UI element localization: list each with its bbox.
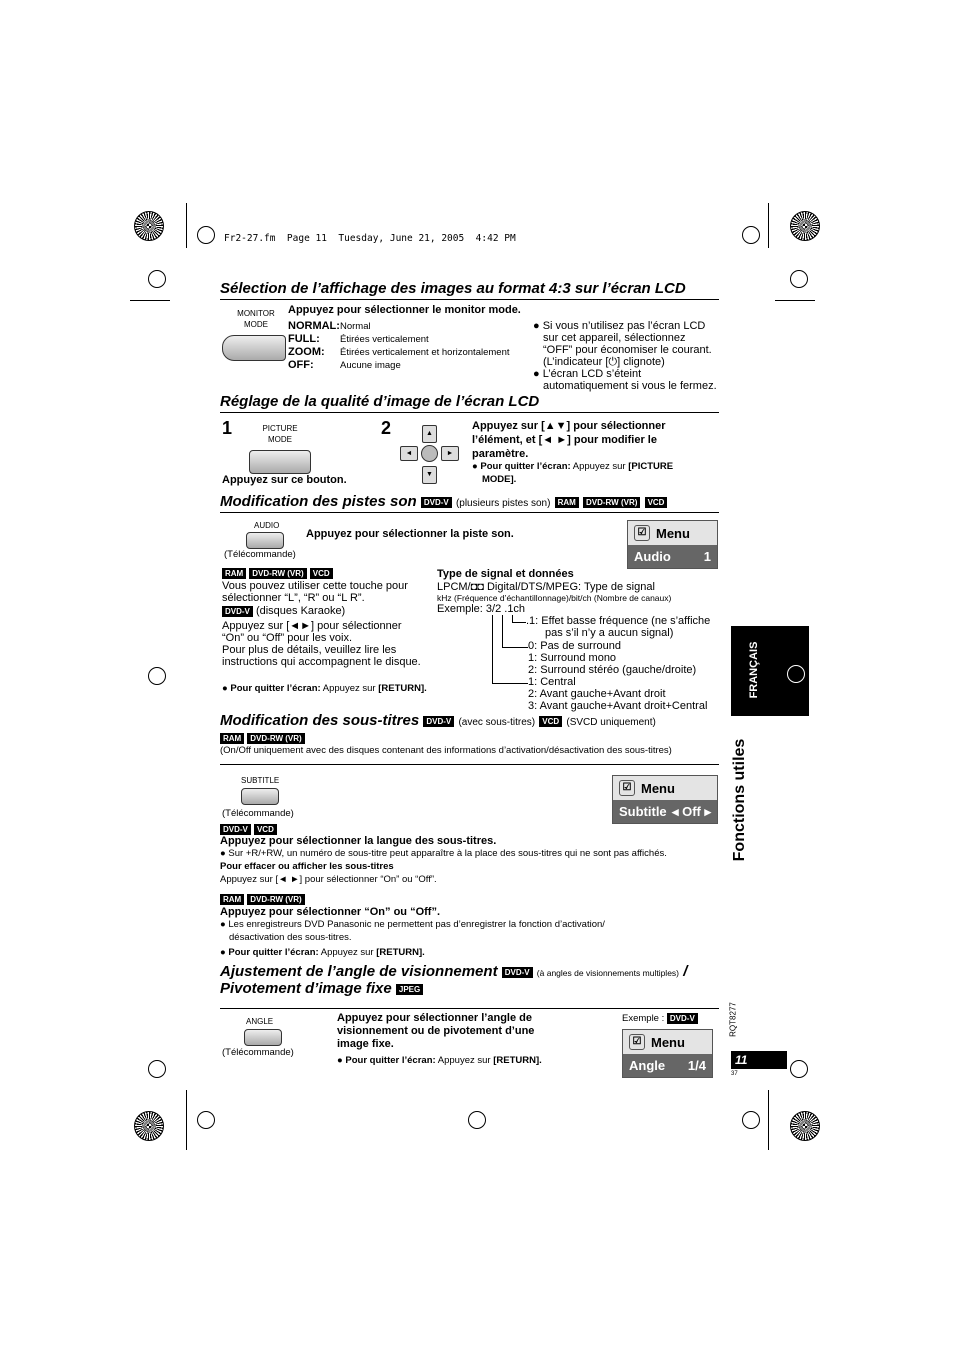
angle-button[interactable]	[244, 1029, 282, 1046]
section-title-lcd-quality: Réglage de la qualité d’image de l’écran LCD	[220, 393, 540, 410]
monitor-instruction: Appuyez pour sélectionner le monitor mode.	[288, 304, 521, 316]
angle-label: ANGLE	[246, 1017, 274, 1026]
doc-code: RQT8277	[728, 1002, 738, 1037]
subtitle-label: SUBTITLE	[241, 776, 280, 785]
section-title-subtitles: Modification des sous-titres DVD-V (avec sous-titres) VCD (SVCD uniquement)	[220, 712, 656, 729]
signal-line1: LPCM/◘◘ Digital/DTS/MPEG: Type de signal	[437, 581, 655, 593]
angle-example: Exemple : DVD-V	[622, 1013, 698, 1024]
press-button-text: Appuyez sur ce bouton.	[222, 474, 347, 486]
registration-crosshair	[197, 1111, 215, 1129]
angle-quit: ● Pour quitter l’écran: Appuyez sur [RETURN].	[337, 1055, 542, 1066]
audio-left-tags: RAM DVD-RW (VR) VCD	[222, 567, 333, 579]
subtitle-bullet-1: ● Sur +R/+RW, un numéro de sous-titre peut apparaître à la place des sous-titres qui ne sont pas affichés.	[220, 848, 667, 859]
picture-mode-label: PICTURE MODE	[262, 424, 298, 444]
picture-mode-button[interactable]	[249, 450, 311, 474]
registration-sunburst	[134, 211, 164, 241]
signal-type-title: Type de signal et données	[437, 568, 574, 580]
registration-sunburst	[790, 1111, 820, 1141]
file-header: Fr2-27.fm Page 11 Tuesday, June 21, 2005 4:42 PM	[224, 233, 516, 244]
page-number-box	[731, 1051, 787, 1069]
audio-instruction: Appuyez pour sélectionner la piste son.	[306, 528, 514, 540]
check-icon: ☑	[629, 1034, 645, 1050]
section-title-angle: Ajustement de l’angle de visionnement DVD-V (à angles de visionnements multiples) /	[220, 963, 688, 980]
check-icon: ☑	[619, 780, 635, 796]
monitor-mode-list: NORMAL:Normal FULL: Étirées verticalement ZOOM: Étirées verticalement et horizontalement OFF: Aucune image	[288, 320, 510, 371]
section-title-audio: Modification des pistes son DVD-V (plusieurs pistes son) RAM DVD-RW (VR) VCD	[220, 493, 667, 510]
signal-lfe-desc: .1: Effet basse fréquence (ne s’affiche pas s’il n’y a aucun signal)	[526, 615, 711, 639]
check-icon: ☑	[634, 525, 650, 541]
audio-left-text: Vous pouvez utiliser cette touche pour sélectionner “L”, “R” ou “L R”. DVD-V (disques Karaoke) Appuyez sur [◄►] pour sélectionner “On” ou “Off” pour les voix. Pour plus de détails, veuillez lire les instructions qui accompagnent le disque.	[222, 580, 421, 668]
angle-remote-note: (Télécommande)	[222, 1047, 294, 1058]
registration-crosshair	[468, 1111, 486, 1129]
subtitle-instruction-1: Appuyez pour sélectionner la langue des sous-titres.	[220, 835, 497, 847]
subtitle-instruction-2: Appuyez pour sélectionner “On” ou “Off”.	[220, 906, 441, 918]
audio-label: AUDIO	[254, 521, 280, 530]
registration-crosshair	[790, 1060, 808, 1078]
step-1: 1	[222, 418, 233, 438]
subtitle-tags-2: DVD-V VCD	[220, 823, 277, 835]
registration-crosshair	[787, 665, 805, 683]
registration-crosshair	[742, 226, 760, 244]
subtitle-toggle-text: Appuyez sur [◄ ►] pour sélectionner “On” ou “Off”.	[220, 874, 437, 885]
signal-front-desc: 1: Central 2: Avant gauche+Avant droit 3: Avant gauche+Avant droit+Central	[528, 676, 708, 712]
signal-line2: kHz (Fréquence d’échantillonnage)/bit/ch (Nombre de canaux)	[437, 593, 672, 603]
picture-mode-quit: ● Pour quitter l’écran: Appuyez sur [PICTURE MODE].	[472, 461, 674, 485]
subtitle-bullet-2: ● Les enregistreurs DVD Panasonic ne permettent pas d’enregistrer la fonction d’activation/ désactivation des sous-titres.	[220, 919, 605, 943]
registration-crosshair	[148, 270, 166, 288]
step-2: 2	[381, 418, 392, 438]
registration-crosshair	[790, 270, 808, 288]
signal-example: Exemple: 3/2 .1ch	[437, 603, 526, 615]
subtitle-tags-3: RAM DVD-RW (VR)	[220, 893, 305, 905]
picture-mode-instruction: Appuyez sur [▲▼] pour sélectionner l’élément, et [◄ ►] pour modifier le paramètre.	[472, 420, 666, 460]
audio-button[interactable]	[246, 532, 284, 549]
angle-instruction: Appuyez pour sélectionner l’angle de visionnement ou de pivotement d’une image fixe.	[337, 1012, 535, 1050]
angle-menu-osd: ☑ Menu Angle 1/4	[622, 1029, 713, 1078]
monitor-notes: ● Si vous n’utilisez pas l’écran LCD sur cet appareil, sélectionnez “OFF” pour économiser le courant. (L’indicateur [⏻] clignote) ● L’écran LCD s’éteint automatiquement si vous le fermez.	[533, 320, 717, 392]
section-title-rotate: Pivotement d’image fixe JPEG	[220, 980, 423, 997]
audio-quit: ● Pour quitter l’écran: Appuyez sur [RETURN].	[222, 683, 427, 694]
registration-sunburst	[134, 1111, 164, 1141]
registration-crosshair	[148, 667, 166, 685]
subtitle-tags: RAM DVD-RW (VR)	[220, 732, 305, 744]
page-sub-number: 37	[731, 1071, 738, 1077]
section-sidebar-label: Fonctions utiles	[731, 738, 748, 862]
registration-crosshair	[742, 1111, 760, 1129]
dpad-icon[interactable]: ▲ ▼ ◄ ►	[400, 425, 458, 483]
subtitle-toggle-heading: Pour effacer ou afficher les sous-titres	[220, 861, 394, 872]
audio-menu-osd: ☑ Menu Audio 1	[627, 520, 718, 569]
registration-crosshair	[148, 1060, 166, 1078]
subtitle-remote-note: (Télécommande)	[222, 808, 294, 819]
registration-sunburst	[790, 211, 820, 241]
signal-surround-desc: 0: Pas de surround 1: Surround mono 2: Surround stéréo (gauche/droite)	[528, 640, 697, 676]
audio-remote-note: (Télécommande)	[224, 549, 296, 560]
subtitle-button[interactable]	[241, 788, 279, 805]
page-number: 11	[735, 1053, 748, 1067]
subtitle-note: (On/Off uniquement avec des disques contenant des informations d’activation/désactivation des sous-titres)	[220, 745, 672, 756]
registration-crosshair	[197, 226, 215, 244]
monitor-mode-label: MONITOR MODE	[237, 309, 275, 329]
section-title-monitor: Sélection de l’affichage des images au format 4:3 sur l’écran LCD	[220, 280, 686, 297]
subtitle-menu-osd: ☑ Menu Subtitle ◂ Off ▸	[612, 775, 718, 824]
subtitle-quit: ● Pour quitter l’écran: Appuyez sur [RETURN].	[220, 947, 425, 958]
monitor-mode-button[interactable]	[222, 335, 286, 361]
language-label: FRANÇAIS	[748, 641, 760, 699]
